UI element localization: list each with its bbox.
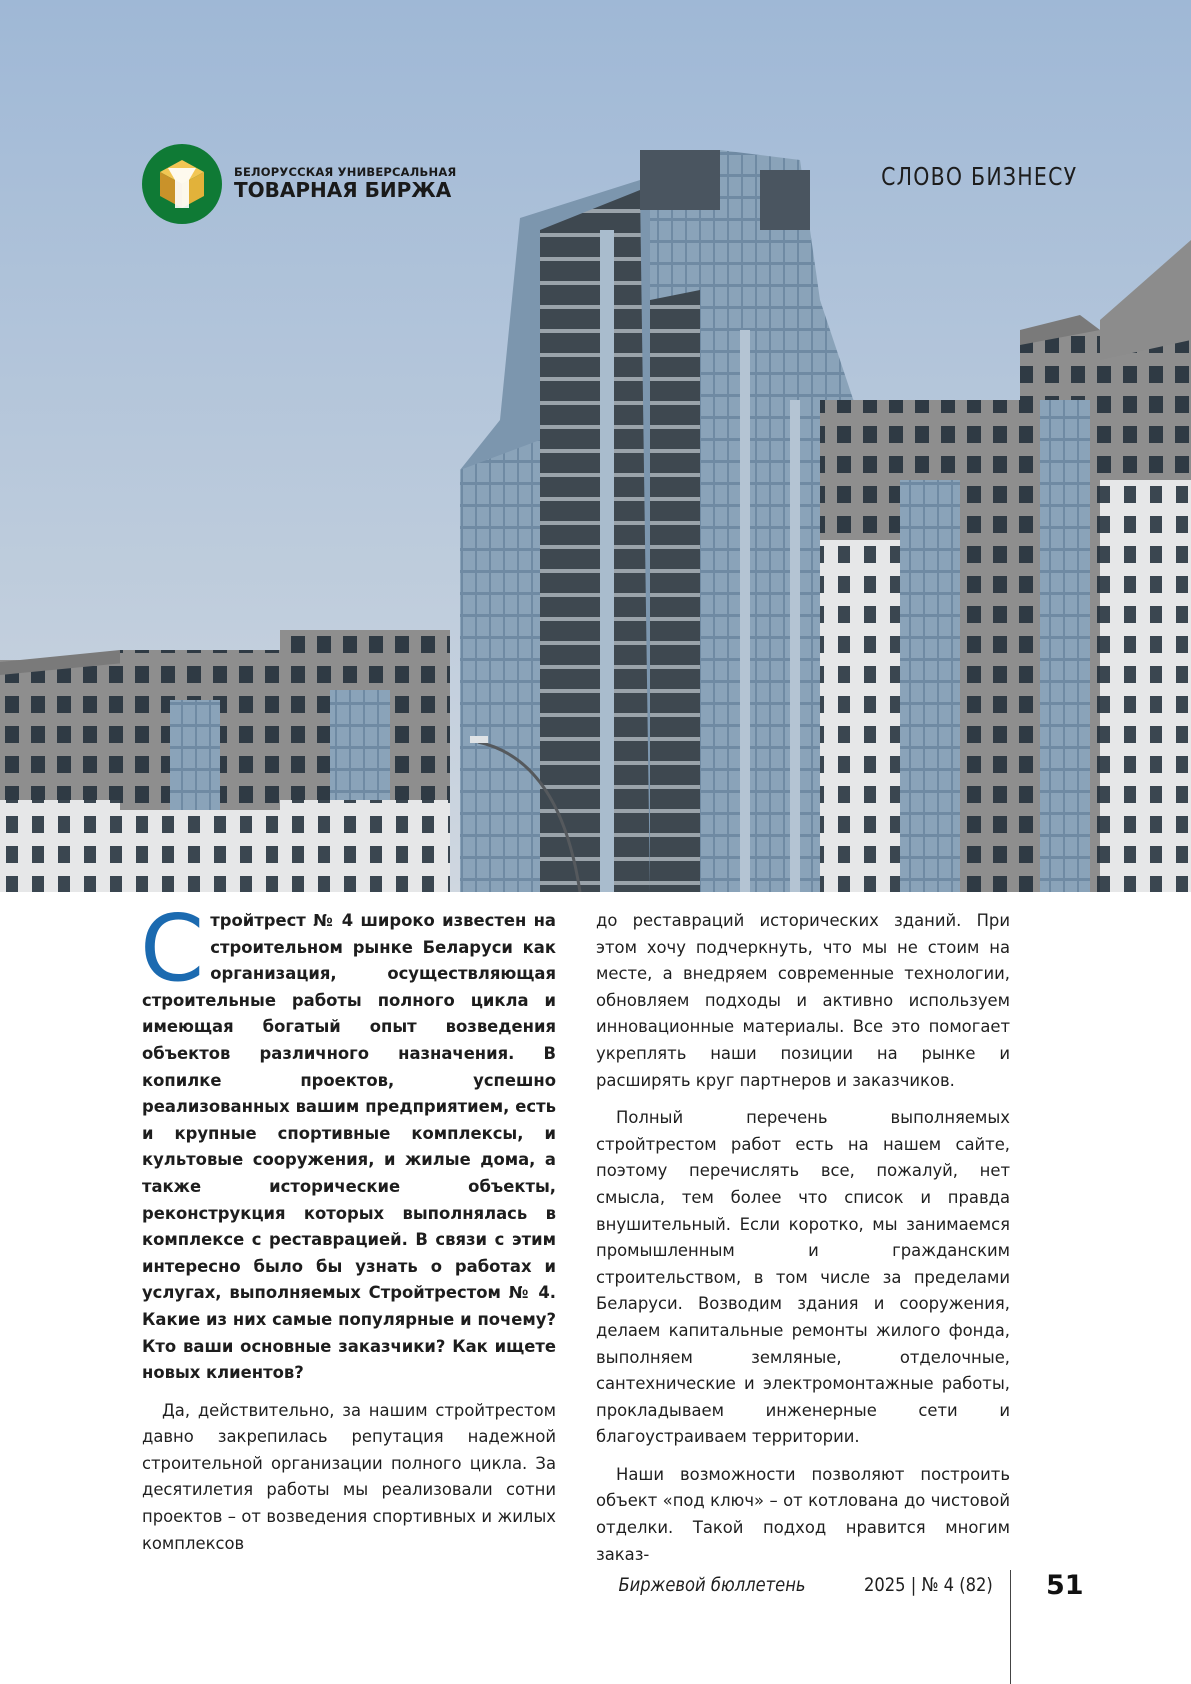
- issue-number: 2025 | № 4 (82): [864, 1574, 993, 1596]
- answer-paragraph-2: Полный перечень выполняемых стройтрестом работ есть на нашем сайте, поэтому перечислять все, пожалуй, нет смысла, тем более что список и правда внушительный. Если коротко, мы занимаемся промышленным и гражданским строительством, в том числе за пределами Беларуси. Возводим здания и сооружения, делаем капитальные ремонты жилого фонда, выполняем земляные, отделочные, сантехнические и электромонтажные работы, прокладываем инженерные сети и благоустраиваем территории.: [596, 1108, 1010, 1447]
- answer-paragraph-1: Да, действительно, за нашим стройтрестом давно закрепилась репутация надежной строительной организации полного цикла. За десятилетия работы мы реализовали сотни проектов – от возведения спортивных и жилых комплексов: [142, 1400, 556, 1553]
- logo-line1: БЕЛОРУССКАЯ УНИВЕРСАЛЬНАЯ: [234, 165, 457, 179]
- page-number: 51: [1046, 1570, 1084, 1601]
- lead-text: тройтрест № 4 широко известен на строительном рынке Беларуси как организация, осуществляющая строительные работы полного цикла и имеющая богатый опыт возведения объектов различного назначения. В копилке проектов, успешно реализованных вашим предприятием, есть и крупные спортивные комплексы, и культовые сооружения, и жилые дома, а также исторические объекты, реконструкция которых выполнялась в комплексе с реставрацией. В связи с этим интересно было бы узнать о работах и услугах, выполняемых Стройтрестом № 4. Какие из них самые популярные и почему? Кто ваши основные заказчики? Как ищете новых клиентов?: [142, 911, 556, 1383]
- magazine-name: Биржевой бюллетень: [618, 1574, 806, 1596]
- answer-paragraph-3: Наши возможности позволяют построить объект «под ключ» – от котлована до чистовой отделки. Такой подход нравится многим заказ-: [596, 1464, 1010, 1564]
- section-title: СЛОВО БИЗНЕСУ: [880, 162, 1077, 191]
- footer-divider: [1010, 1570, 1011, 1684]
- answer-paragraph-1-cont: до реставраций исторических зданий. При этом хочу подчеркнуть, что мы не стоим на месте, а внедряем современные технологии, обновляем подходы и активно используем инновационные материалы. Все это помогает укреплять наши позиции на рынке и расширять круг партнеров и заказчиков.: [596, 911, 1010, 1090]
- article-column-right: [596, 908, 1010, 1568]
- drop-cap: С: [140, 895, 205, 1002]
- logo-badge-icon: [142, 144, 222, 224]
- article-lead: [140, 895, 556, 1387]
- logo-line2: ТОВАРНАЯ БИРЖА: [234, 178, 452, 202]
- article-column-left: [140, 895, 556, 1557]
- page-footer: [0, 1570, 1191, 1684]
- exchange-logo: [142, 144, 457, 224]
